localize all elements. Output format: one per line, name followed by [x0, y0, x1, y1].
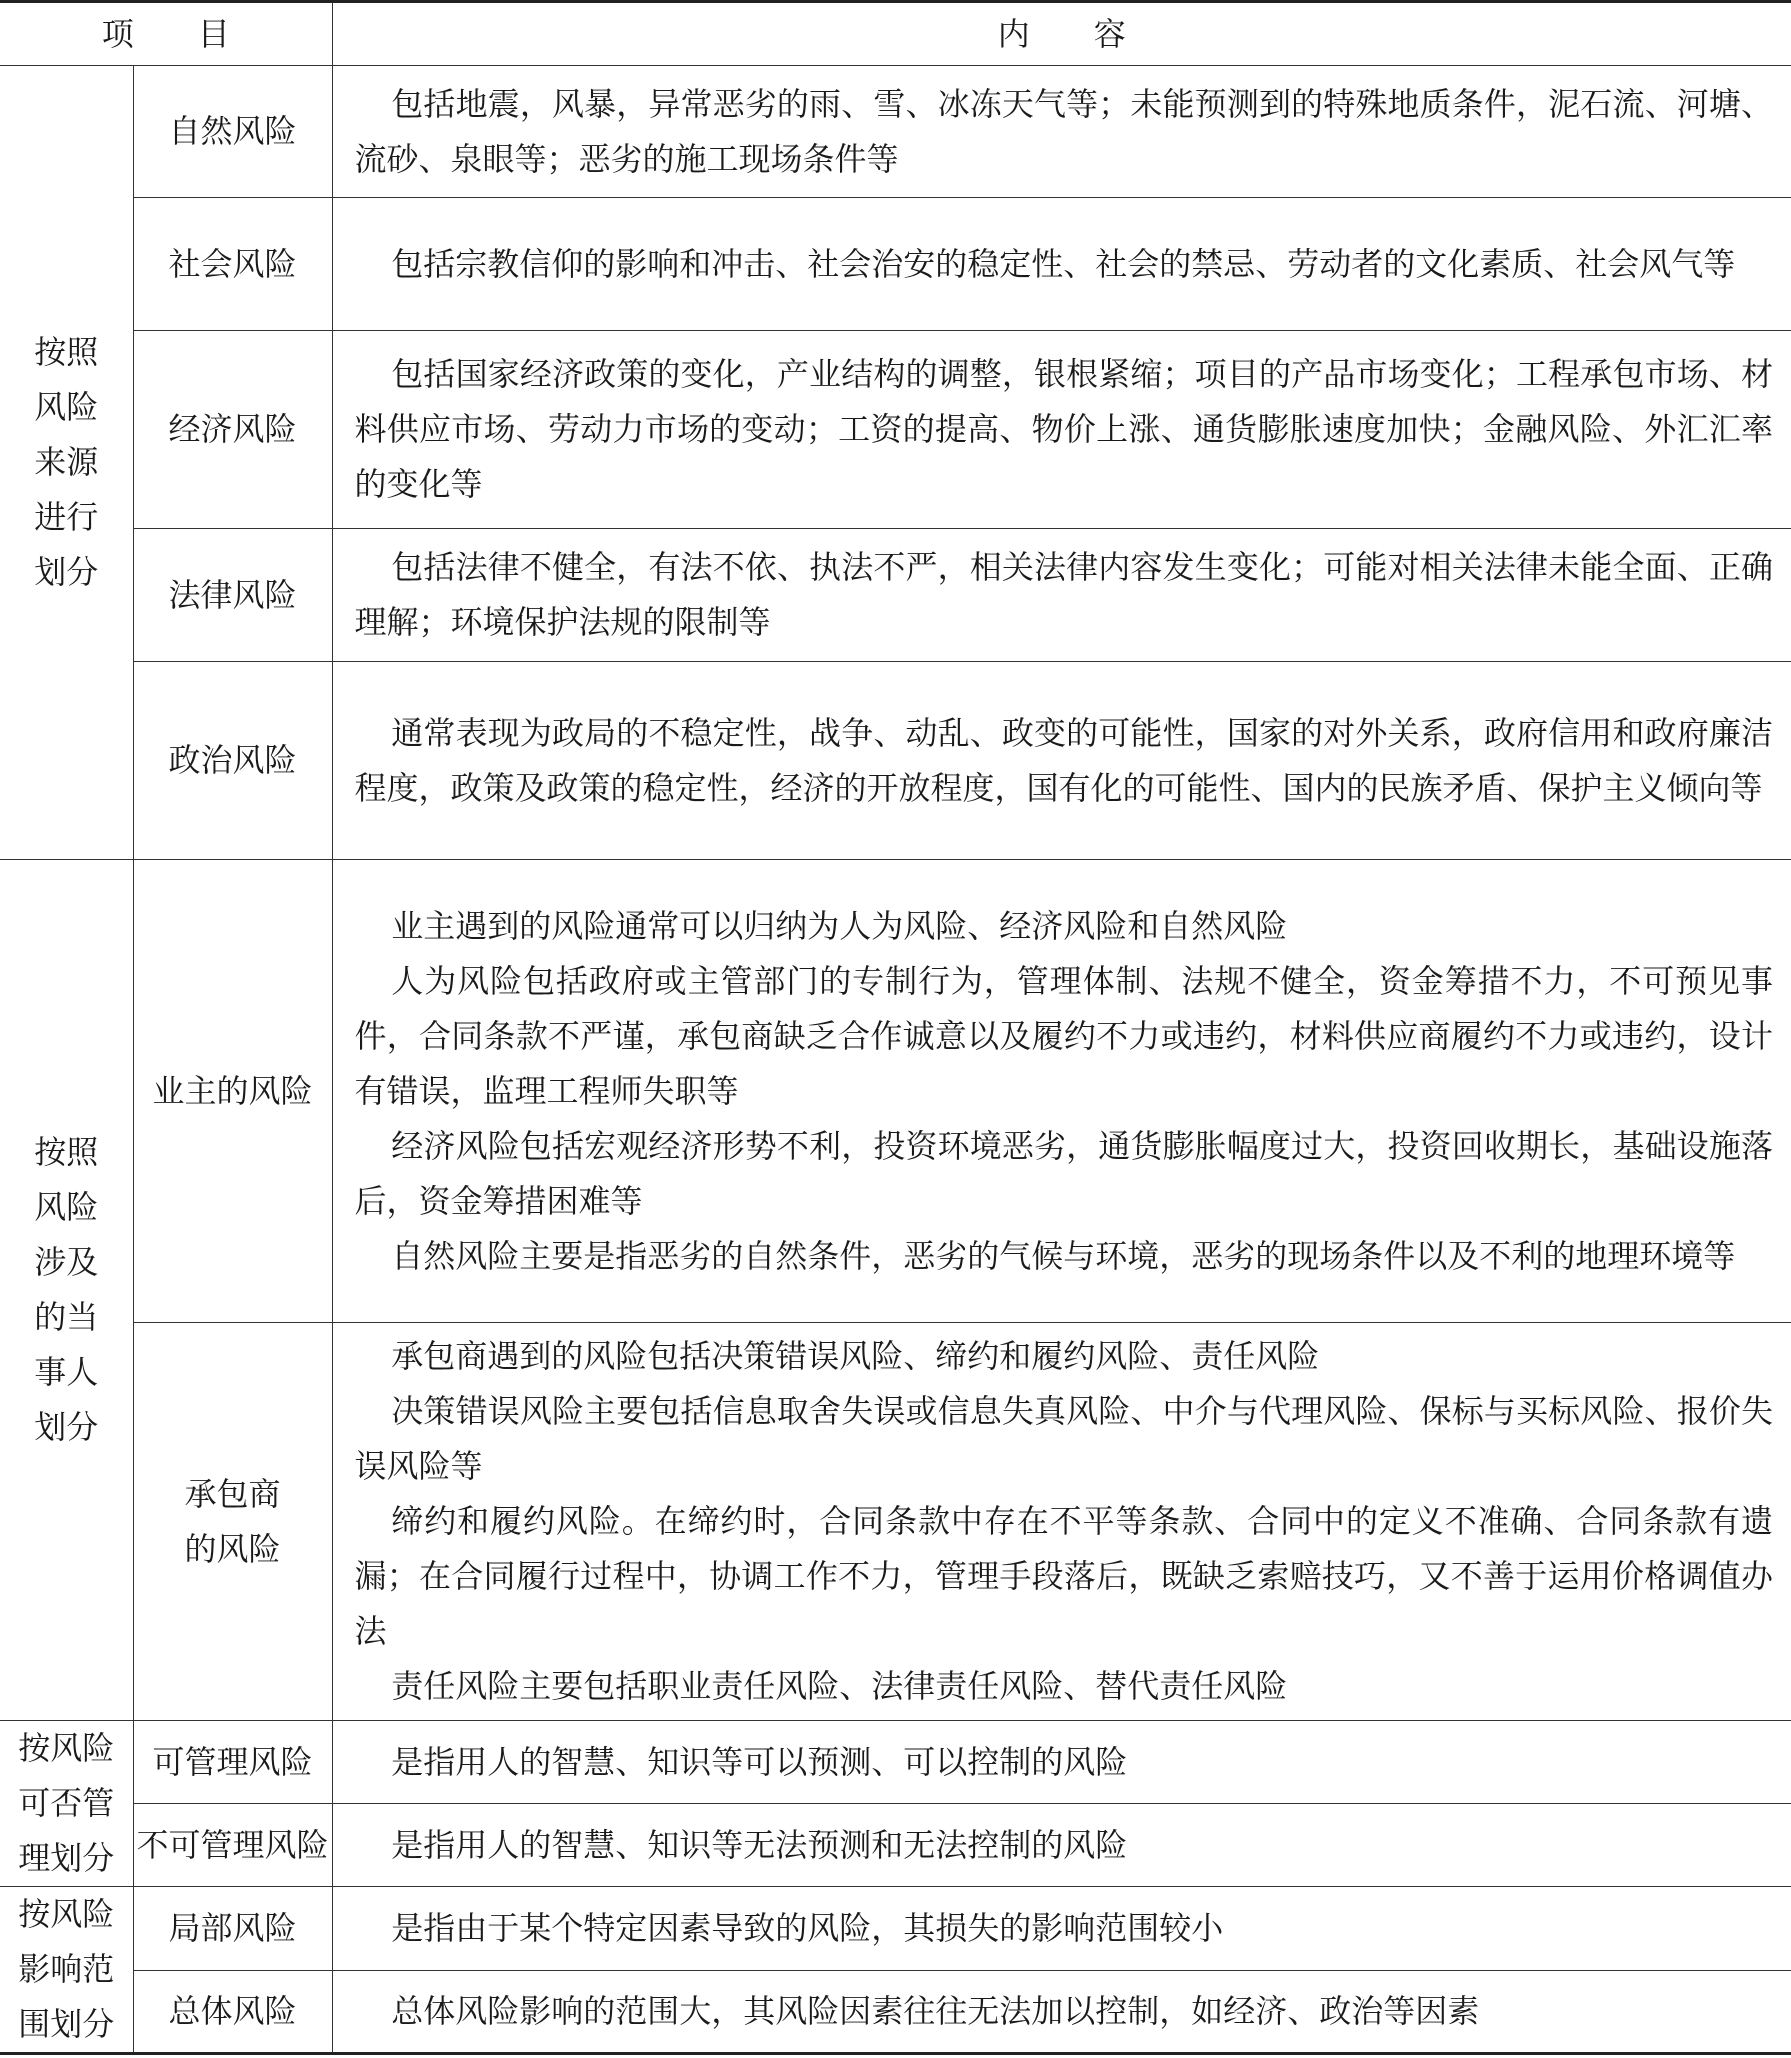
risk-type-label: 局部风险	[168, 1908, 297, 1947]
category-line: 按照	[34, 333, 99, 371]
category-line: 来源	[34, 443, 99, 481]
category-line: 按风险	[18, 1729, 115, 1767]
risk-type-cell	[133, 331, 332, 529]
risk-description-cell	[332, 198, 1791, 331]
category-line: 按风险	[18, 1895, 115, 1933]
risk-type-label: 业主的风险	[152, 1071, 313, 1110]
risk-description-paragraph: 是指由于某个特定因素导致的风险，其损失的影响范围较小	[391, 1908, 1224, 1947]
header-content-char-2: 容	[1093, 14, 1126, 53]
category-line: 涉及	[34, 1243, 99, 1281]
risk-description-paragraph: 承包商遇到的风险包括决策错误风险、缔约和履约风险、责任风险	[391, 1337, 1320, 1375]
risk-type-label: 法律风险	[168, 575, 297, 614]
risk-type-label: 经济风险	[168, 410, 297, 448]
risk-description-paragraph: 包括法律不健全，有法不依、执法不严，相关法律内容发生变化；可能对相关法律未能全面、正确理解；环境保护法规的限制等	[354, 548, 1773, 641]
risk-description-paragraph: 是指用人的智慧、知识等无法预测和无法控制的风险	[391, 1825, 1128, 1864]
risk-type-label: 政治风险	[168, 741, 297, 779]
risk-description-paragraph: 业主遇到的风险通常可以归纳为人为风险、经济风险和自然风险	[391, 906, 1288, 945]
risk-type-label: 不可管理风险	[136, 1825, 329, 1864]
risk-type-label: 承包商	[184, 1474, 281, 1513]
table-row	[0, 1721, 1791, 1804]
risk-type-cell	[133, 860, 332, 1323]
risk-description-cell	[332, 1721, 1791, 1804]
table-row	[0, 1323, 1791, 1721]
risk-type-label: 社会风险	[168, 244, 297, 283]
header-item	[0, 2, 332, 66]
table-row	[0, 1804, 1791, 1887]
table-row	[0, 529, 1791, 662]
category-line: 风险	[34, 1188, 99, 1226]
risk-description-cell	[332, 1887, 1791, 1971]
risk-description-paragraph: 决策错误风险主要包括信息取舍失误或信息失真风险、中介与代理风险、保标与买标风险、报价失误风险等	[354, 1392, 1773, 1485]
risk-type-cell	[133, 662, 332, 860]
risk-type-cell	[133, 1887, 332, 1971]
risk-type-cell	[133, 66, 332, 198]
risk-description-cell	[332, 860, 1791, 1323]
category-line: 围划分	[18, 2005, 115, 2043]
risk-type-cell	[133, 1721, 332, 1804]
table-row	[0, 1970, 1791, 2054]
category-cell	[0, 1887, 133, 2054]
table-row	[0, 860, 1791, 1323]
risk-description-paragraph: 缔约和履约风险。在缔约时，合同条款中存在不平等条款、合同中的定义不准确、合同条款有遗漏；在合同履行过程中，协调工作不力，管理手段落后，既缺乏索赔技巧，又不善于运用价格调值办法	[354, 1502, 1773, 1650]
header-content-char-1: 内	[997, 14, 1030, 53]
category-line: 进行	[34, 498, 99, 536]
header-content	[332, 2, 1791, 66]
category-line: 可否管	[18, 1784, 115, 1822]
risk-description-cell	[332, 1804, 1791, 1887]
risk-description-paragraph: 责任风险主要包括职业责任风险、法律责任风险、替代责任风险	[391, 1667, 1288, 1705]
risk-type-label: 自然风险	[168, 112, 297, 150]
risk-description-paragraph: 总体风险影响的范围大，其风险因素往往无法加以控制，如经济、政治等因素	[391, 1991, 1480, 2030]
risk-type-label: 的风险	[184, 1529, 281, 1568]
category-line: 按照	[34, 1133, 99, 1171]
risk-description-paragraph: 包括国家经济政策的变化，产业结构的调整，银根紧缩；项目的产品市场变化；工程承包市场、材料供应市场、劳动力市场的变动；工资的提高、物价上涨、通货膨胀速度加快；金融风险、外汇汇率的变化等	[354, 355, 1773, 503]
category-cell	[0, 1721, 133, 1887]
risk-description-paragraph: 通常表现为政局的不稳定性，战争、动乱、政变的可能性，国家的对外关系，政府信用和政府廉洁程度，政策及政策的稳定性，经济的开放程度，国有化的可能性、国内的民族矛盾、保护主义倾向等	[354, 713, 1773, 807]
header-item-char-1: 项	[101, 14, 134, 53]
risk-description-cell	[332, 1323, 1791, 1721]
risk-description-paragraph: 是指用人的智慧、知识等可以预测、可以控制的风险	[391, 1742, 1128, 1781]
risk-type-label: 总体风险	[168, 1991, 297, 2030]
risk-description-paragraph: 自然风险主要是指恶劣的自然条件，恶劣的气候与环境，恶劣的现场条件以及不利的地理环境等	[391, 1236, 1736, 1275]
risk-description-cell	[332, 529, 1791, 662]
category-line: 理划分	[18, 1839, 115, 1877]
category-cell	[0, 860, 133, 1721]
risk-description-cell	[332, 66, 1791, 198]
risk-description-paragraph: 人为风险包括政府或主管部门的专制行为，管理体制、法规不健全，资金筹措不力，不可预见事件，合同条款不严谨，承包商缺乏合作诚意以及履约不力或违约，材料供应商履约不力或违约，设计有错误，监理工程师失职等	[354, 961, 1773, 1110]
risk-type-cell	[133, 1970, 332, 2054]
table-row	[0, 66, 1791, 198]
risk-type-cell	[133, 529, 332, 662]
risk-description-paragraph: 包括宗教信仰的影响和冲击、社会治安的稳定性、社会的禁忌、劳动者的文化素质、社会风气等	[391, 244, 1736, 283]
category-line: 划分	[34, 1408, 99, 1446]
risk-type-label: 可管理风险	[152, 1742, 313, 1781]
header-item-char-2: 目	[197, 14, 230, 53]
risk-description-cell	[332, 331, 1791, 529]
category-line: 事人	[34, 1353, 99, 1391]
category-cell	[0, 66, 133, 860]
header-row	[0, 2, 1791, 66]
category-line: 划分	[34, 553, 99, 591]
risk-description-paragraph: 包括地震，风暴，异常恶劣的雨、雪、冰冻天气等；未能预测到的特殊地质条件，泥石流、河塘、流砂、泉眼等；恶劣的施工现场条件等	[354, 84, 1773, 178]
risk-description-paragraph: 经济风险包括宏观经济形势不利，投资环境恶劣，通货膨胀幅度过大，投资回收期长，基础设施落后，资金筹措困难等	[354, 1126, 1773, 1220]
risk-type-cell	[133, 1804, 332, 1887]
risk-description-cell	[332, 662, 1791, 860]
category-line: 的当	[34, 1298, 99, 1336]
risk-type-cell	[133, 198, 332, 331]
category-line: 影响范	[18, 1950, 115, 1988]
table-row	[0, 1887, 1791, 1971]
table-row	[0, 331, 1791, 529]
table-row	[0, 662, 1791, 860]
category-line: 风险	[34, 388, 99, 426]
risk-description-cell	[332, 1970, 1791, 2054]
table-row	[0, 198, 1791, 331]
risk-type-cell	[133, 1323, 332, 1721]
